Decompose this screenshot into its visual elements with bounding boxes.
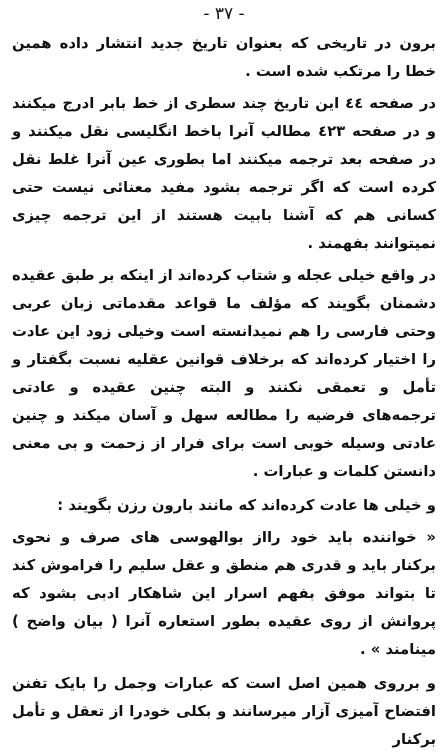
page-number: - ٣٧ - <box>203 4 245 24</box>
paragraph-2: در صفحه ٤٤ این تاریخ چند سطری از خط بابر ادرج میکنند و در صفحه ٤٢٣ مطالب آنرا باخط انگلیسی نقل میکنند و در صفحه بعد ترجمه میکنند اما بطوری عین آنرا غلط نقل کرده است که اگر ترجمه بشود مفید معنائی نیست حتی کسانی هم که آشنا بابیت هستند از این ترجمه چیزی نمیتوانند بفهمند . <box>12 95 436 252</box>
paragraph-4: و خیلی ها عادت کرده‌اند که مانند بارون رزن بگویند : <box>57 497 436 514</box>
quote-paragraph: « خواننده باید خود رااز بوالهوسی های صرف و نحوی برکنار باید و قدری هم منطق و عقل سلیم را فراموش کند تا بتواند موفق بفهم اسرار این شاهکار ادبی بشود که پروانش از روی عقیده بطور استعاره آنرا ( بیان واضح ) مینامند » . <box>12 529 436 658</box>
paragraph-1: برون در تاریخی که بعنوان تاریخ جدید انتشار داده همین خطا را مرتکب شده است . <box>12 35 436 80</box>
paragraph-6: و برروی همین اصل است که عبارات وجمل را بایک تفنن افتضاح آمیزی آزار میرسانند و بکلی خودرا از تعقل و تأمل برکنار <box>12 675 436 748</box>
paragraph-3: در واقع خیلی عجله و شتاب کرده‌اند از اینکه بر طبق عقیده دشمنان بگویند که مؤلف ما قواعد مقدماتی زبان عربی وحتی فارسی را هم نمیدانسته است وخیلی زود این عادت را اختیار کرده‌اند که برخلاف قوانین عقلیه نسبت بگفتار و تأمل و تعمقی نکنند و البته چنین عقیده و عادتی ترجمه‌های فرضیه را مطالعه سهل و آسان میکند و چنین عادتی وسیله خوبی است برای فرار از زحمت و بی معنی دانستن کلمات و عبارات . <box>12 267 436 480</box>
